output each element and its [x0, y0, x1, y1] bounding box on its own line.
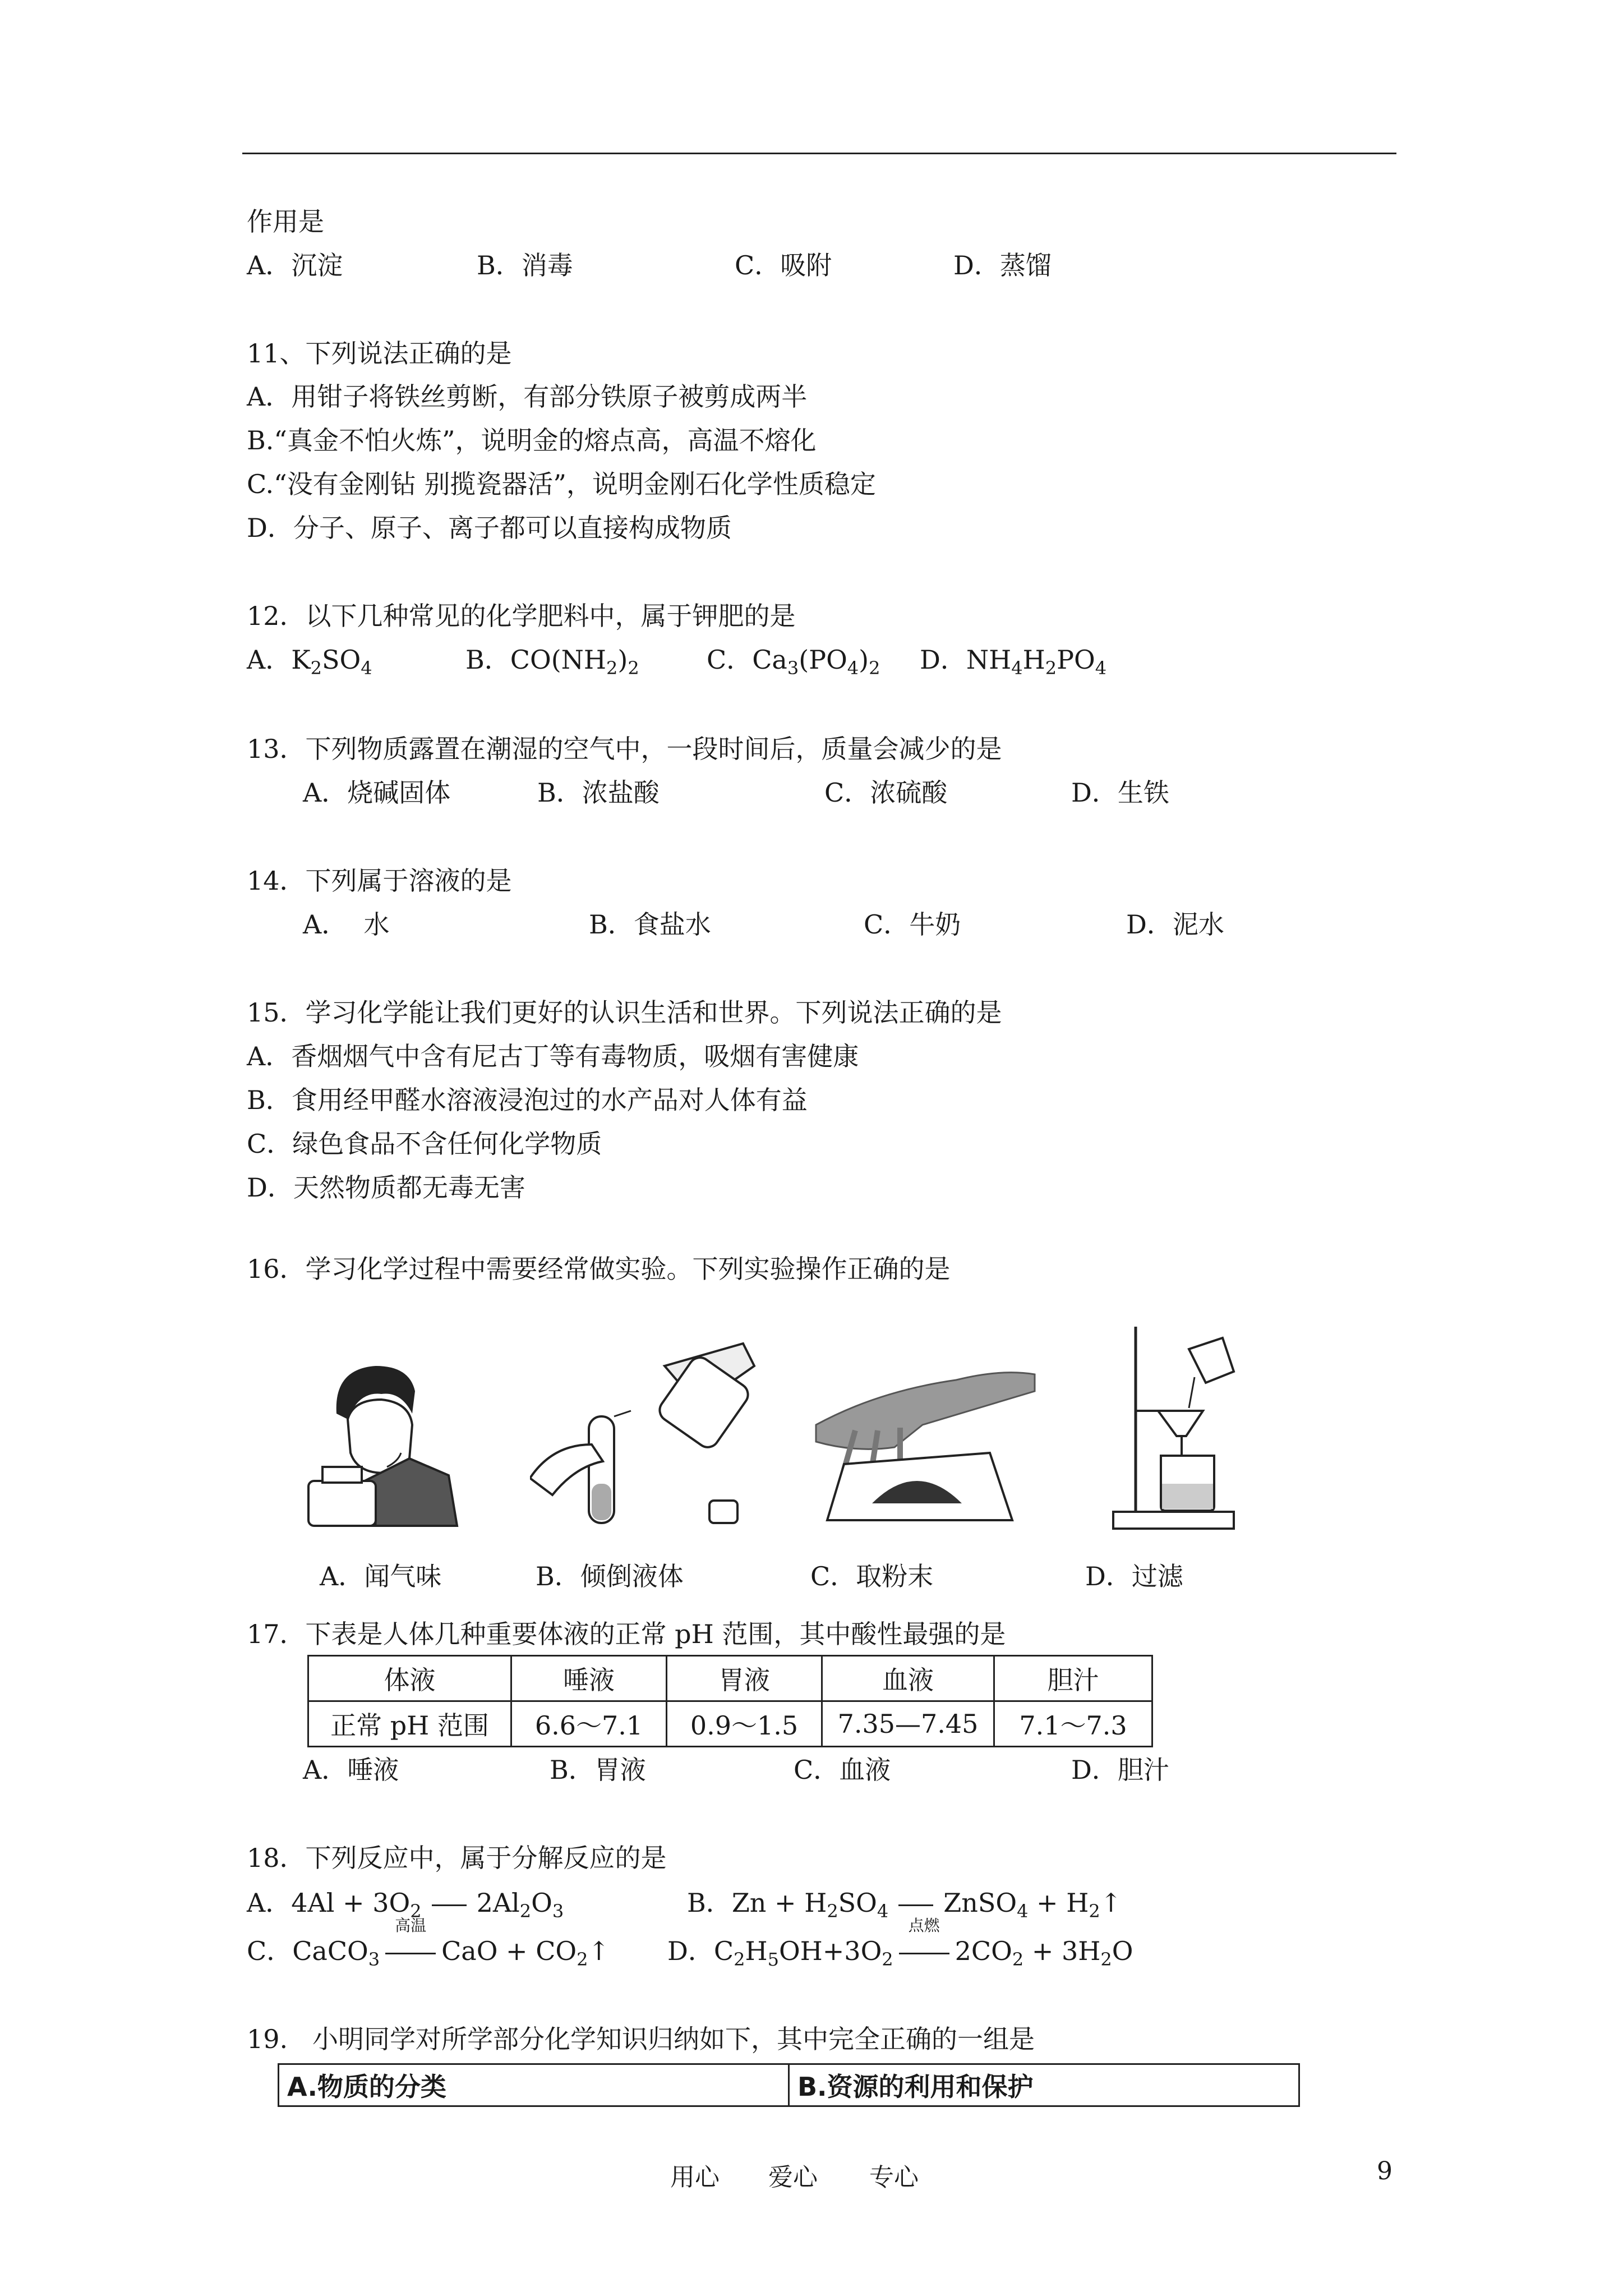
q16-option-c: C．取粉末 [810, 1561, 934, 1591]
filtration-illustration [1110, 1315, 1245, 1531]
smelling-illustration [303, 1346, 460, 1531]
q15-option-c: C．绿色食品不含任何化学物质 [247, 1129, 602, 1159]
q12-option-b: B．$CO(NH_2)_2$ [465, 645, 639, 679]
table-header-row [308, 1656, 1152, 1701]
q15-option-a: A．香烟烟气中含有尼古丁等有毒物质，吸烟有害健康 [247, 1041, 859, 1071]
table-cell: A.物质的分类 [279, 2064, 789, 2106]
table-cell: 唾液 [511, 1656, 667, 1701]
gas-arrow-icon [1100, 1888, 1122, 1918]
footer-motto-2: 爱心 [768, 2163, 818, 2192]
q10-stem-tail: 作用是 [247, 206, 324, 237]
q10-option-b: B．消毒 [477, 250, 573, 280]
q12-stem: 12．以下几种常见的化学肥料中，属于钾肥的是 [247, 601, 796, 631]
table-cell: 7.35—7.45 [822, 1701, 994, 1747]
ph-table [307, 1655, 1153, 1747]
q11-option-b: B.“真金不怕火炼”，说明金的熔点高，高温不熔化 [247, 425, 817, 455]
q12-option-a: A．$K_2SO_4$ [247, 645, 372, 679]
table-row [279, 2064, 1299, 2106]
table-cell: 胆汁 [994, 1656, 1152, 1701]
q18-option-c: C．CaCO$_3$ 高温 CaO + $CO_2$ ↑ [247, 1934, 610, 1968]
table-row [308, 1701, 1152, 1747]
q18-option-b: B．$Zn + H_2SO_4$ ZnSO$_4$ + $H_2$ ↑ [687, 1886, 1122, 1920]
q10-option-a: A．沉淀 [247, 250, 343, 280]
q14-option-a: A． 水 [303, 909, 390, 940]
taking-powder-illustration [810, 1358, 1046, 1526]
q14-option-c: C．牛奶 [864, 909, 961, 940]
q19-table [278, 2063, 1300, 2107]
q15-option-d: D．天然物质都无毒无害 [247, 1172, 525, 1203]
q19-stem: 19. 小明同学对所学部分化学知识归纳如下，其中完全正确的一组是 [247, 2024, 1035, 2054]
q13-options [303, 776, 1312, 809]
q17-options [303, 1753, 1312, 1787]
footer-motto-3: 专心 [869, 2163, 919, 2192]
q13-option-d: D．生铁 [1071, 777, 1169, 808]
q18-option-a: A．$4Al + 3O_2$ $2Al_2O_3$ [247, 1888, 564, 1922]
q17-option-c: C．血液 [794, 1755, 891, 1785]
q16-stem: 16．学习化学过程中需要经常做实验。下列实验操作正确的是 [247, 1254, 951, 1284]
q12-option-c: C．$Ca_3(PO_4)_2$ [707, 645, 880, 679]
q15-stem: 15．学习化学能让我们更好的认识生活和世界。下列说法正确的是 [247, 997, 1002, 1028]
q14-stem: 14．下列属于溶液的是 [247, 866, 512, 896]
table-cell: 0.9～1.5 [667, 1701, 822, 1747]
q13-stem: 13．下列物质露置在潮湿的空气中，一段时间后，质量会减少的是 [247, 734, 1002, 764]
q16-option-d: D．过滤 [1085, 1561, 1183, 1591]
q17-option-b: B．胃液 [550, 1755, 646, 1785]
q11-stem: 11、下列说法正确的是 [247, 338, 512, 369]
q10-option-c: C．吸附 [735, 250, 832, 280]
page-number: 9 [1377, 2157, 1393, 2185]
q10-options [247, 249, 1144, 282]
table-cell: 正常 pH 范围 [308, 1701, 511, 1747]
q17-stem: 17．下表是人体几种重要体液的正常 pH 范围，其中酸性最强的是 [247, 1619, 1006, 1649]
q17-option-d: D．胆汁 [1071, 1755, 1169, 1785]
table-cell: 7.1～7.3 [994, 1701, 1152, 1747]
q11-option-d: D．分子、原子、离子都可以直接构成物质 [247, 513, 732, 543]
table-cell: 6.6～7.1 [511, 1701, 667, 1747]
pouring-liquid-illustration [530, 1332, 777, 1529]
q17-option-a: A．唾液 [303, 1755, 399, 1785]
q14-option-b: B．食盐水 [589, 909, 711, 940]
gas-arrow-icon [588, 1936, 610, 1966]
q16-option-b: B．倾倒液体 [536, 1561, 684, 1591]
footer-motto-1: 用心 [670, 2163, 720, 2192]
q18-stem: 18．下列反应中，属于分解反应的是 [247, 1843, 667, 1873]
q11-option-a: A．用钳子将铁丝剪断，有部分铁原子被剪成两半 [247, 381, 808, 412]
q13-option-b: B．浓盐酸 [537, 777, 660, 808]
q18-option-d: D．$C_2H_5OH+3O_2$ 点燃 $2CO_2 + 3H_2O$ [667, 1916, 1133, 1970]
q13-option-a: A．烧碱固体 [303, 777, 451, 808]
q10-option-d: D．蒸馏 [953, 250, 1052, 280]
q13-option-c: C．浓硫酸 [824, 777, 948, 808]
q14-option-d: D．泥水 [1126, 909, 1224, 940]
q14-options [303, 908, 1312, 941]
q15-option-b: B．食用经甲醛水溶液浸泡过的水产品对人体有益 [247, 1085, 808, 1115]
table-cell: B.资源的利用和保护 [789, 2064, 1299, 2106]
table-cell: 胃液 [667, 1656, 822, 1701]
q16-option-a: A．闻气味 [320, 1561, 442, 1591]
header-rule [242, 153, 1396, 154]
q12-option-d: D．$NH_4H_2PO_4$ [920, 645, 1107, 679]
q11-option-c: C.“没有金刚钻 别揽瓷器活”，说明金刚石化学性质稳定 [247, 469, 876, 499]
table-cell: 血液 [822, 1656, 994, 1701]
q12-options [247, 643, 1256, 677]
table-cell: 体液 [308, 1656, 511, 1701]
